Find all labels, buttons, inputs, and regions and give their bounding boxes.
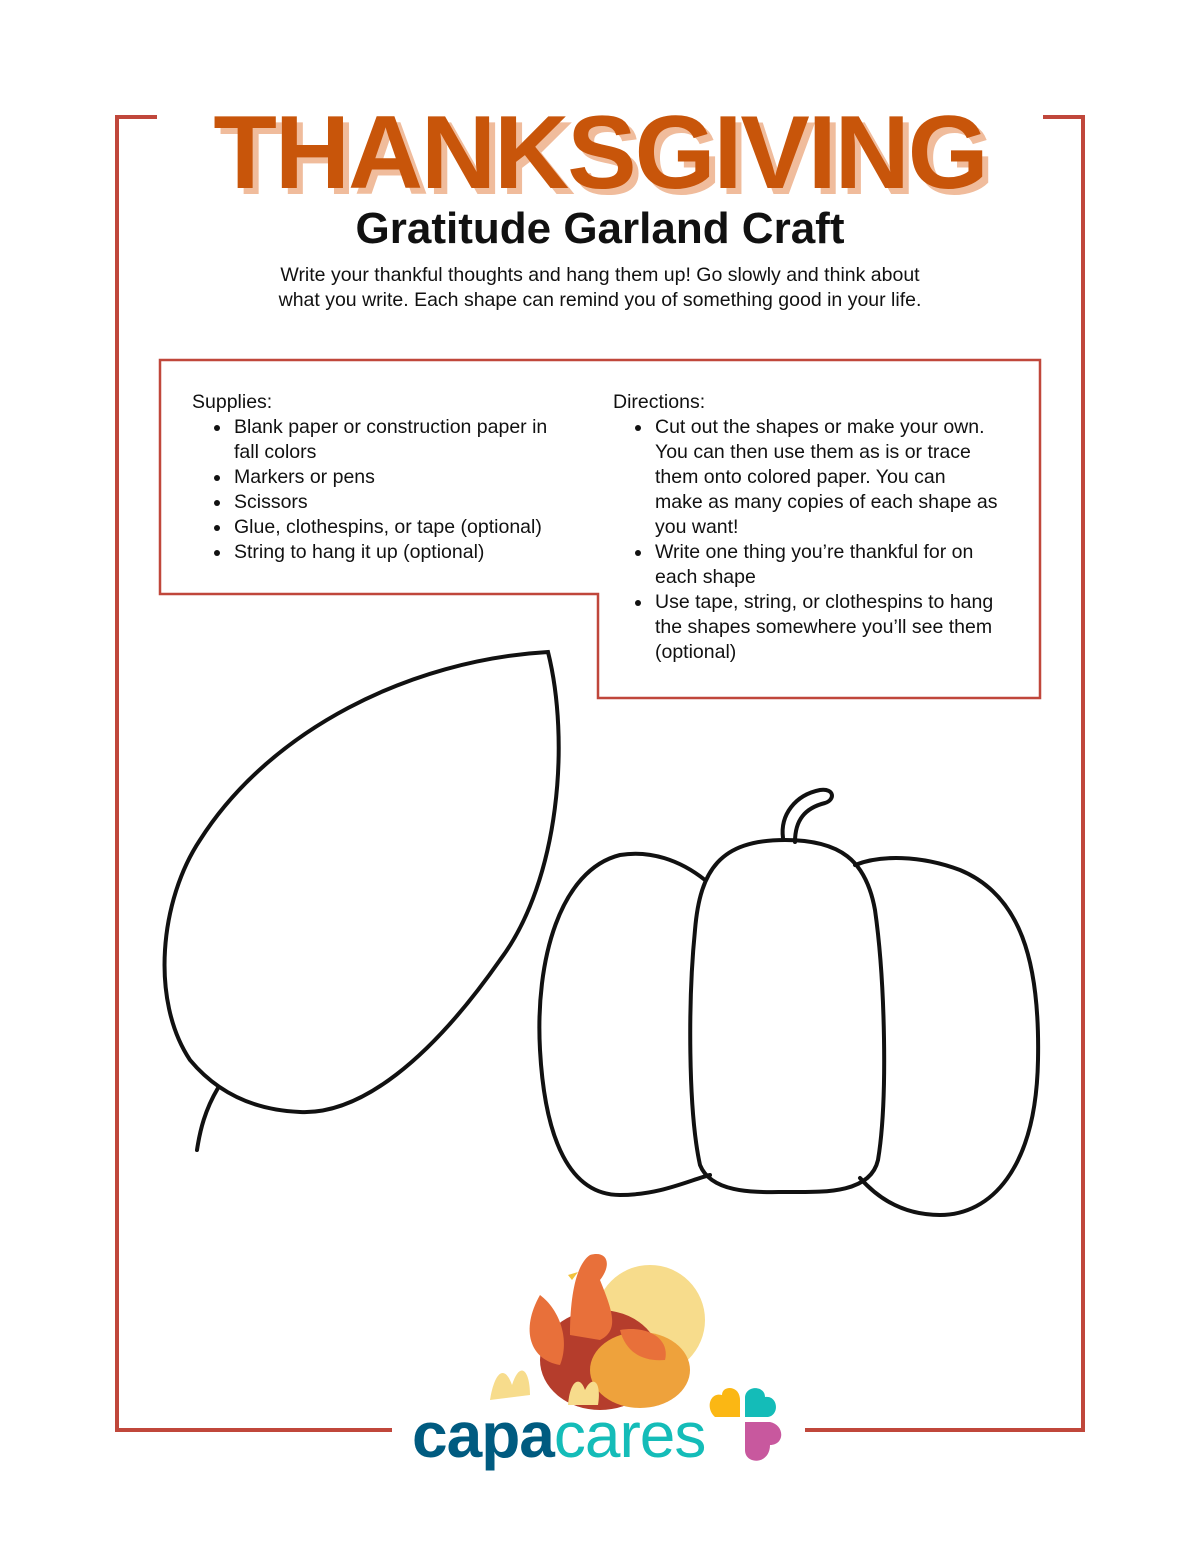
intro-text [230, 263, 970, 313]
capacares-hearts-icon [710, 1388, 782, 1461]
pumpkin-center-lobe [690, 840, 884, 1192]
leaf-shape [165, 652, 559, 1112]
turkey-pumpkin-illustration [490, 1254, 705, 1410]
page-title: THANKSGIVING [213, 95, 987, 211]
supply-item: • Markers or pens [232, 465, 592, 490]
pumpkin-left-lobe [539, 854, 710, 1195]
supply-item: • Blank paper or construction paper in fall colors [232, 415, 574, 465]
intro-line: Write your thankful thoughts and hang them up! Go slowly and think about [280, 264, 920, 286]
directions-section [613, 390, 1013, 665]
supplies-section [192, 390, 592, 565]
direction-item: • Write one thing you’re thankful for on each shape [653, 540, 998, 590]
directions-heading: Directions: [613, 391, 706, 413]
direction-item: • Cut out the shapes or make your own. You can then use them as is or trace them onto colored paper. You can make as many copies of each shape as you want! [653, 415, 998, 540]
capacares-logo [412, 1400, 705, 1470]
supply-item: • Glue, clothespins, or tape (optional) [232, 515, 592, 540]
pumpkin-stem [783, 790, 832, 842]
leaf-stem [197, 1088, 218, 1150]
intro-line: what you write. Each shape can remind you of something good in your life. [278, 289, 922, 311]
logo-cares: cares [553, 1399, 706, 1471]
logo-capa: capa [412, 1399, 554, 1471]
supplies-heading: Supplies: [192, 391, 273, 413]
frame-right [805, 117, 1083, 1430]
supply-item: • String to hang it up (optional) [232, 540, 592, 565]
direction-item: • Use tape, string, or clothespins to hang the shapes somewhere you’ll see them (optional) [653, 590, 998, 665]
page-subtitle: Gratitude Garland Craft [355, 204, 845, 253]
supply-item: • Scissors [232, 490, 592, 515]
